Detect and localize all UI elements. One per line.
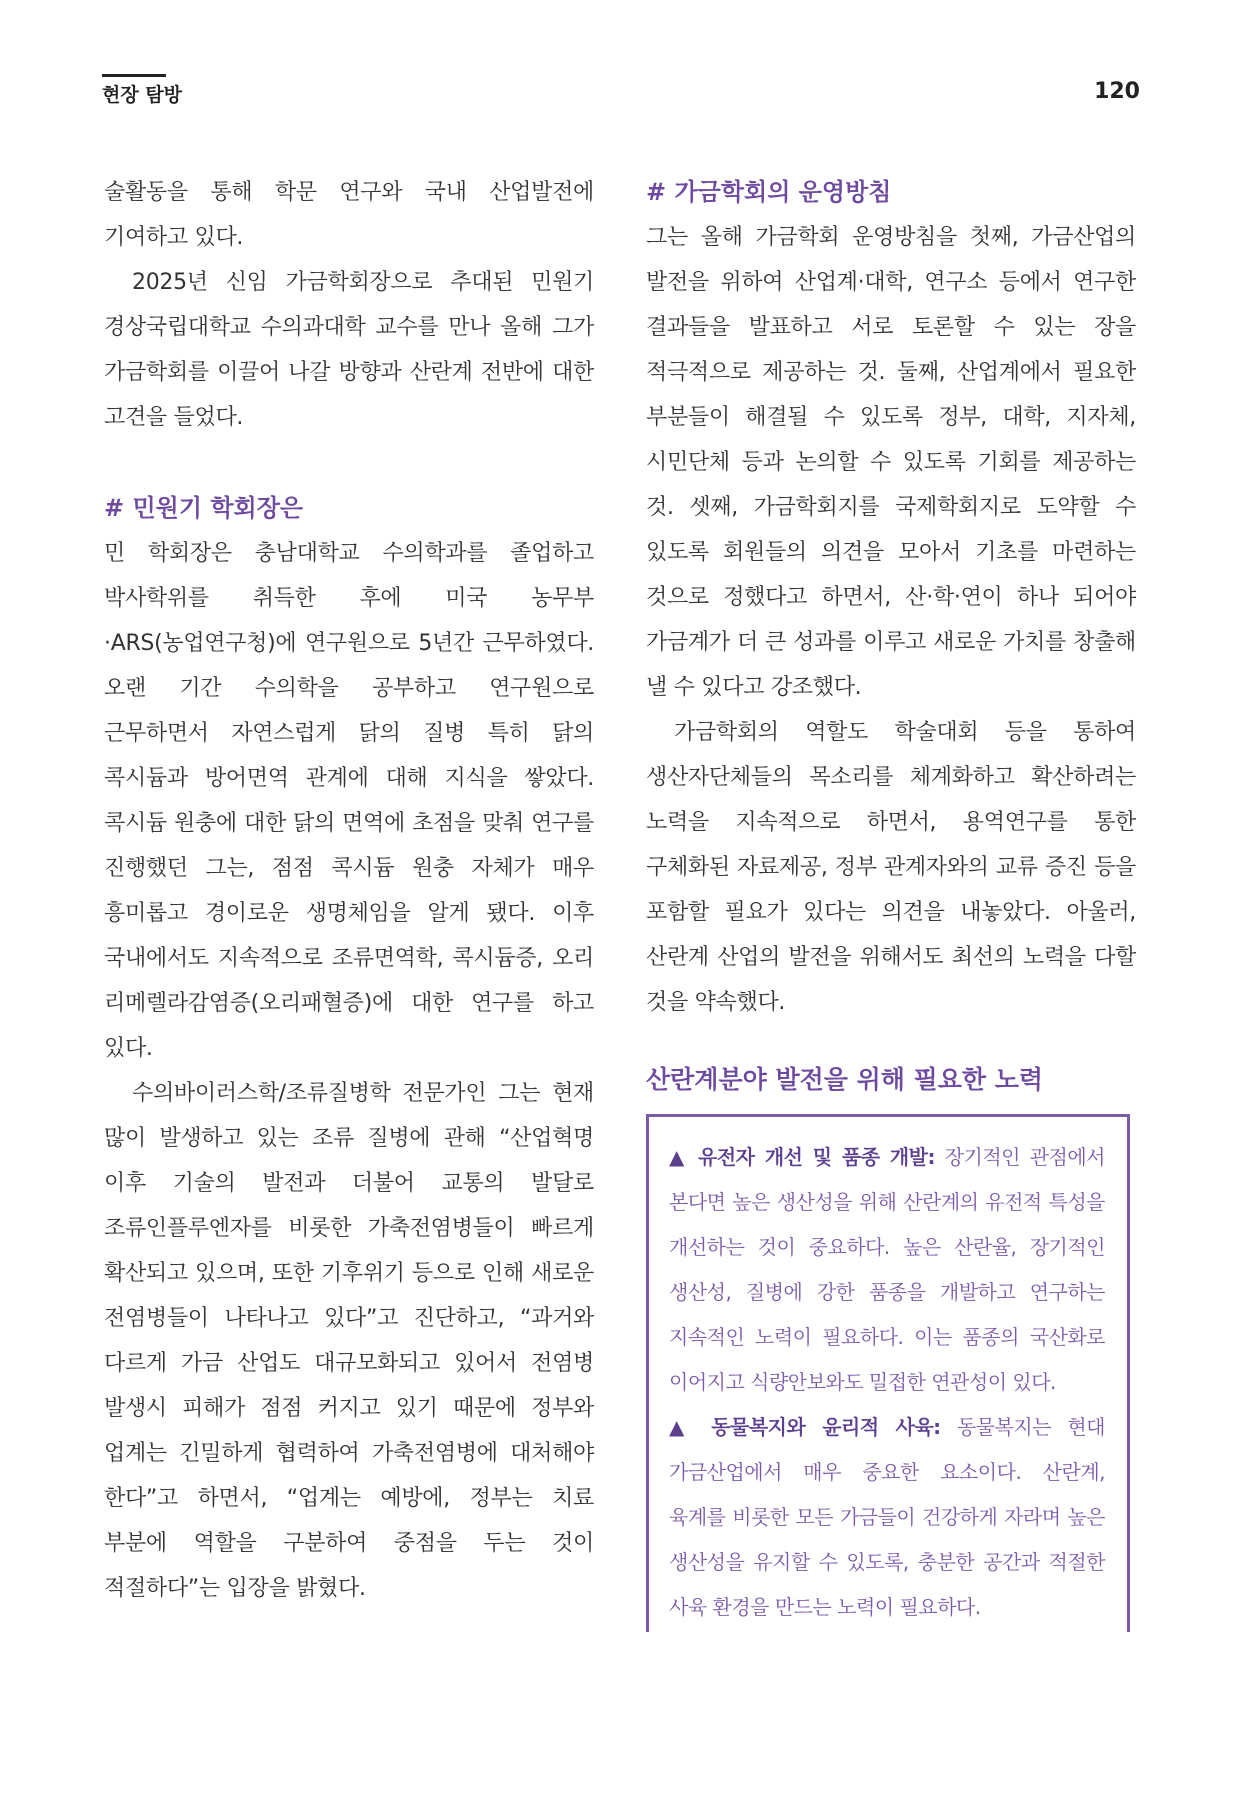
career-paragraph: 민 학회장은 충남대학교 수의학과를 졸업하고 박사학위를 취득한 후에 미국 농무부·ARS(농업연구청)에 연구원으로 5년간 근무하였다. 오랜 기간 수의학을 공부하고 연구원으로 근무하면서 자연스럽게 닭의 질병 특히 닭의 콕시듐과 방어면역 관계에 대해 지식을 쌓았다. 콕시듐 원충에 대한 닭의 면역에 초점을 맞춰 연구를 진행했던 그는, 점점 콕시듐 원충 자체가 매우 흥미롭고 경이로운 생명체임을 알게 됐다. 이후 국내에서도 지속적으로 조류면역학, 콕시듐증, 오리 리메렐라감염증(오리패혈증)에 대한 연구를 하고 있다. (104, 541, 594, 1061)
diagnosis-paragraph: 수의바이러스학/조류질병학 전문가인 그는 현재 많이 발생하고 있는 조류 질병에 관해 “산업혁명 이후 기술의 발전과 더불어 교통의 발달로 조류인플루엔자를 비롯한 가축전염병들이 빠르게 확산되고 있으며, 또한 기후위기 등으로 인해 새로운 전염병들이 나타나고 있다”고 진단하고, “과거와 다르게 가금 산업도 대규모화되고 있어서 전염병 발생시 피해가 점점 커지고 있기 때문에 정부와 업계는 긴밀하게 협력하여 가축전염병에 대처해야 한다”고 하면서, “업계는 예방에, 정부는 치료 부분에 역할을 구분하여 중점을 두는 것이 적절하다”는 입장을 밝혔다. (104, 1081, 594, 1601)
interview-paragraph: 2025년 신임 가금학회장으로 추대된 민원기 경상국립대학교 수의과대학 교수를 만나 올해 그가 가금학회를 이끌어 나갈 방향과 산란계 전반에 대한 고견을 들었다. (104, 270, 594, 430)
box-item-text: 동물복지는 현대 가금산업에서 매우 중요한 요소이다. 산란계, 육계를 비롯한 모든 가금들이 건강하게 자라며 높은 생산성을 유지할 수 있도록, 충분한 공간과 적절한 사육 환경을 만드는 노력이 필요하다. (669, 1415, 1105, 1619)
box-item-lead: ▲ 동물복지와 윤리적 사육: (669, 1415, 941, 1439)
box-title: 산란계분야 발전을 위해 필요한 노력 (646, 1065, 1044, 1094)
box-item-welfare (669, 1405, 1105, 1630)
spacer (104, 440, 594, 486)
subheading-policy: # 가금학회의 운영방침 (646, 178, 892, 206)
box-item-genetics (669, 1135, 1105, 1405)
spacer (646, 1025, 1136, 1057)
role-paragraph: 가금학회의 역할도 학술대회 등을 통하여 생산자단체들의 목소리를 체계화하고 확산하려는 노력을 지속적으로 하면서, 용역연구를 통한 구체화된 자료제공, 정부 관계자와의 교류 증진 등을 포함할 필요가 있다는 의견을 내놓았다. 아울러, 산란계 산업의 발전을 위해서도 최선의 노력을 다할 것을 약속했다. (646, 720, 1136, 1015)
box-item-text: 장기적인 관점에서 본다면 높은 생산성을 위해 산란계의 유전적 특성을 개선하는 것이 중요하다. 높은 산란율, 장기적인 생산성, 질병에 강한 품종을 개발하고 연구하는 지속적인 노력이 필요하다. 이는 품종의 국산화로 이어지고 식량안보와도 밀접한 연관성이 있다. (669, 1145, 1105, 1394)
intro-paragraph: 술활동을 통해 학문 연구와 국내 산업발전에 기여하고 있다. (104, 180, 594, 250)
left-column (104, 170, 594, 1611)
header-rule (102, 74, 166, 77)
policy-paragraph: 그는 올해 가금학회 운영방침을 첫째, 가금산업의 발전을 위하여 산업계·대학, 연구소 등에서 연구한 결과들을 발표하고 서로 토론할 수 있는 장을 적극적으로 제공하는 것. 둘째, 산업계에서 필요한 부분들이 해결될 수 있도록 정부, 대학, 지자체, 시민단체 등과 논의할 수 있도록 기회를 제공하는 것. 셋째, 가금학회지를 국제학회지로 도약할 수 있도록 회원들의 의견을 모아서 기초를 마련하는 것으로 정했다고 하면서, 산·학·연이 하나 되어야 가금계가 더 큰 성과를 이루고 새로운 가치를 창출해 낼 수 있다고 강조했다. (646, 225, 1136, 700)
page-number: 120 (1094, 79, 1140, 104)
subheading-president: # 민원기 학회장은 (104, 494, 304, 522)
section-label: 현장 탐방 (102, 84, 183, 106)
box-item-lead: ▲ 유전자 개선 및 품종 개발: (669, 1145, 936, 1169)
efforts-box (646, 1114, 1130, 1632)
right-column (646, 170, 1136, 1632)
